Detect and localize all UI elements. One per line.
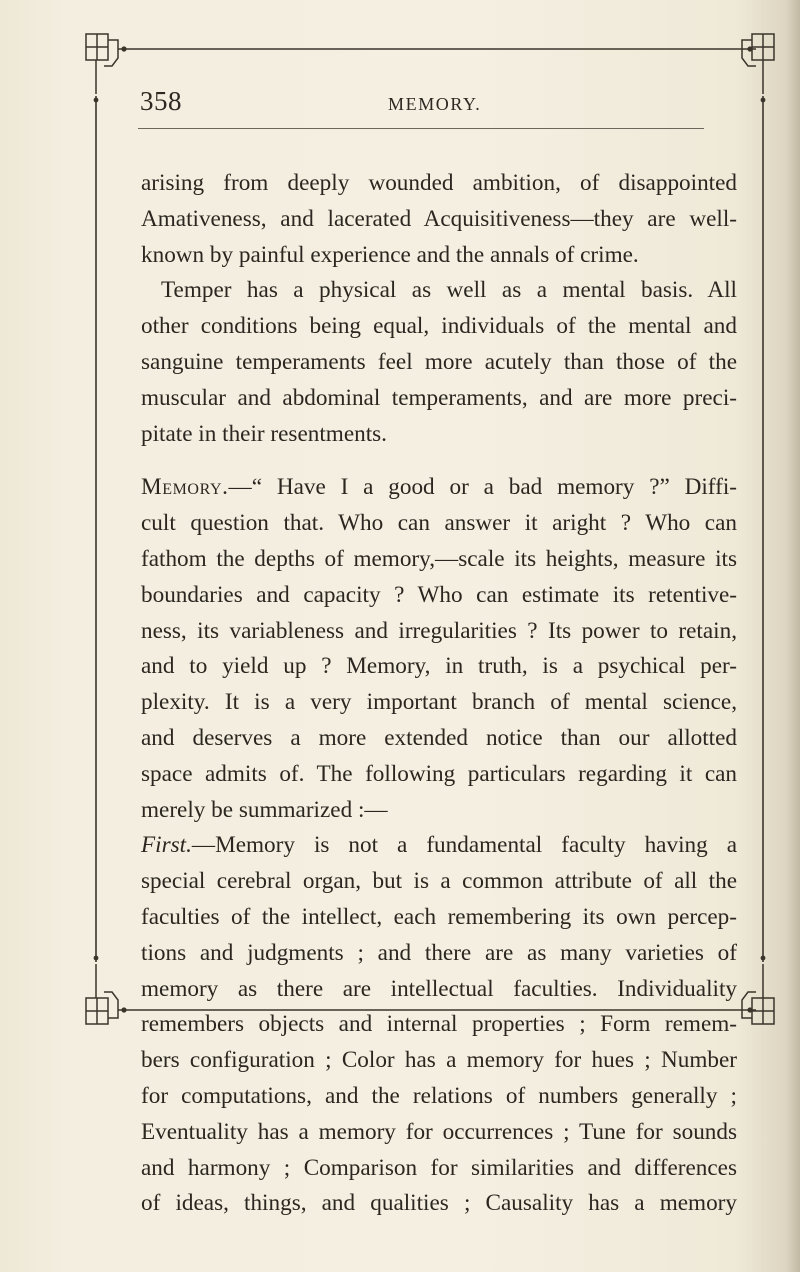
corner-ornament-icon [86, 964, 118, 1024]
text-line: faculties of the intellect, each remembering its own percep- [141, 903, 737, 930]
text-line: tions and judgments ; and there are as many varieties of [141, 939, 737, 966]
text-line: Temper has a physical as well as a mental basis. All [161, 277, 737, 304]
frame-dot [94, 956, 99, 961]
text-line: sanguine temperaments feel more acutely than those of the [141, 348, 737, 375]
body-text [141, 166, 737, 1222]
running-title: MEMORY. [388, 94, 482, 114]
text-line: cult question that. Who can answer it aright ? Who can [141, 510, 737, 537]
text-line [141, 828, 737, 864]
section-lead-first: First. [141, 832, 192, 859]
text-line: remembers objects and internal properties ; Form remem- [141, 1011, 737, 1038]
text-run: —Memory is not a fundamental faculty having a [191, 832, 737, 859]
text-line: plexity. It is a very important branch of mental science, [141, 689, 737, 716]
text-line: arising from deeply wounded ambition, of disappointed [141, 170, 737, 196]
text-line: of ideas, things, and qualities ; Causality has a memory [141, 1190, 737, 1217]
header-rule [138, 128, 704, 129]
text-line: Amativeness, and lacerated Acquisitiveness—they are well- [141, 205, 737, 232]
text-line: bers configuration ; Color has a memory for hues ; Number [141, 1047, 737, 1074]
text-line: and harmony ; Comparison for similarities and differences [141, 1154, 737, 1181]
frame-dot [94, 98, 99, 103]
frame-dot [121, 1007, 126, 1012]
text-line: known by painful experience and the annals of crime. [141, 241, 639, 268]
text-line: and deserves a more extended notice than our allotted [141, 724, 737, 751]
text-line [141, 470, 737, 506]
text-line: space admits of. The following particulars regarding it can [141, 760, 737, 787]
text-line: Eventuality has a memory for occurrences ; Tune for sounds [141, 1118, 737, 1145]
text-line: and to yield up ? Memory, in truth, is a psychical per- [141, 653, 737, 680]
corner-ornament-icon [86, 34, 118, 94]
text-line: merely be summarized :— [141, 796, 388, 823]
text-line: for computations, and the relations of numbers generally ; [141, 1082, 737, 1109]
running-head [140, 86, 700, 117]
text-line: ness, its variableness and irregularities ? Its power to retain, [141, 617, 737, 644]
text-line: special cerebral organ, but is a common attribute of all the [141, 868, 737, 895]
text-line: pitate in their resentments. [141, 420, 387, 447]
text-line: memory as there are intellectual faculties. Individuality [141, 975, 737, 1002]
text-line: boundaries and capacity ? Who can estimate its retentive- [141, 581, 737, 608]
section-lead-memory: Memory. [141, 474, 229, 501]
frame-dot [761, 956, 766, 961]
page-number: 358 [140, 86, 182, 116]
paragraph-gap [141, 452, 737, 470]
text-line: muscular and abdominal temperaments, and are more preci- [141, 384, 737, 411]
frame-dot [121, 46, 126, 51]
corner-ornament-icon [742, 964, 774, 1024]
text-line: fathom the depths of memory,—scale its heights, measure its [141, 545, 737, 572]
corner-ornament-icon [742, 34, 774, 94]
text-run: —“ Have I a good or a bad memory ?” Diffi- [228, 474, 737, 501]
frame-dot [761, 98, 766, 103]
text-line: other conditions being equal, individuals of the mental and [141, 313, 737, 340]
